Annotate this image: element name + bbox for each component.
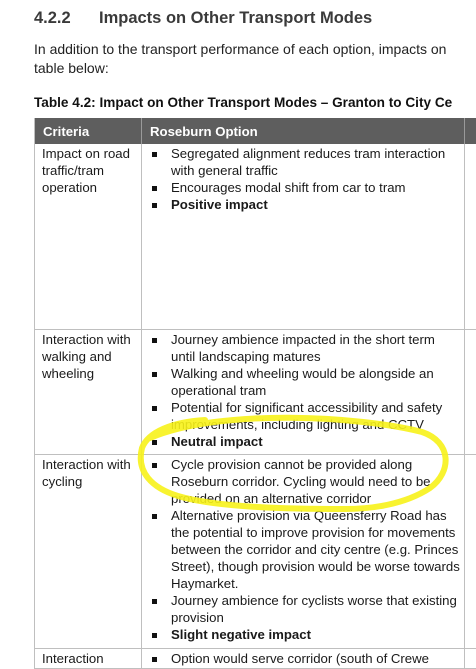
intro-line-1: In addition to the transport performance of each option, impacts on [34, 40, 446, 59]
bullet-item: Option would serve corridor (south of Crewe [149, 650, 460, 667]
option-cell [142, 144, 465, 329]
table-header-row [35, 118, 476, 144]
third-column-cell [465, 144, 476, 329]
section-heading [34, 9, 372, 28]
option-cell [142, 648, 465, 668]
impact-rating: Slight negative impact [149, 626, 460, 643]
criteria-cell: Interaction with cycling [35, 454, 142, 648]
impact-rating: Neutral impact [149, 433, 460, 450]
bullet-item: Potential for significant accessibility and safety improvements, including lighting and CCTV [149, 399, 460, 433]
section-number: 4.2.2 [34, 9, 99, 28]
bullet-item: Journey ambience impacted in the short term until landscaping matures [149, 331, 460, 365]
bullet-item: Segregated alignment reduces tram interaction with general traffic [149, 145, 460, 179]
criteria-cell: Impact on road traffic/tram operation [35, 144, 142, 329]
table-row [35, 648, 476, 668]
third-column-cell [465, 329, 476, 454]
header-third-column [465, 118, 476, 144]
header-criteria: Criteria [35, 118, 142, 144]
table-caption: Table 4.2: Impact on Other Transport Modes – Granton to City Ce [34, 95, 452, 110]
bullet-item: Journey ambience for cyclists worse that existing provision [149, 592, 460, 626]
third-column-cell [465, 648, 476, 668]
option-cell [142, 329, 465, 454]
table-row [35, 454, 476, 648]
third-column-cell [465, 454, 476, 648]
bullet-item: Encourages modal shift from car to tram [149, 179, 460, 196]
table-row [35, 329, 476, 454]
impact-table [34, 118, 476, 669]
bullet-item: Cycle provision cannot be provided along Roseburn corridor. Cycling would need to be provided on an alternative corridor [149, 456, 460, 507]
criteria-cell: Interaction [35, 648, 142, 668]
intro-paragraph [34, 40, 446, 78]
option-cell [142, 454, 465, 648]
intro-line-2: table below: [34, 59, 446, 78]
criteria-cell: Interaction with walking and wheeling [35, 329, 142, 454]
bullet-item: Alternative provision via Queensferry Road has the potential to improve provision for movements between the corridor and city centre (e.g. Princes Street), though provision would be worse towards Haymarket. [149, 507, 460, 592]
bullet-item: Walking and wheeling would be alongside an operational tram [149, 365, 460, 399]
section-title: Impacts on Other Transport Modes [99, 9, 372, 27]
impact-rating: Positive impact [149, 196, 460, 213]
table-row [35, 144, 476, 329]
header-roseburn-option: Roseburn Option [142, 118, 465, 144]
